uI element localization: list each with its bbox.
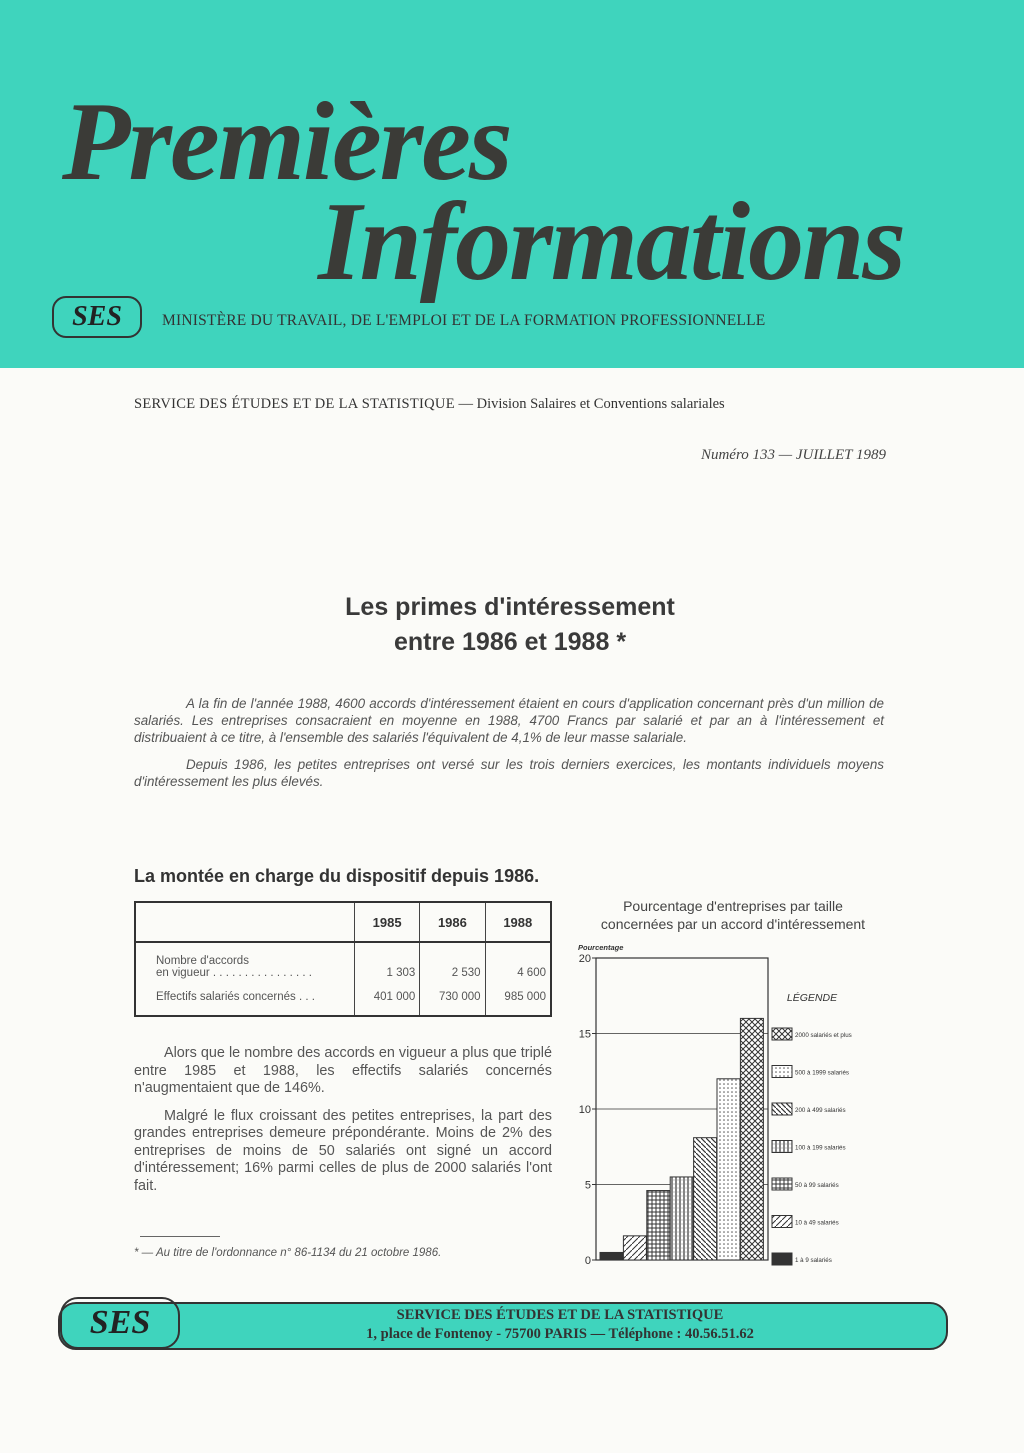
table-cell: 985 000 [485, 981, 551, 1016]
body-paragraph-1: Alors que le nombre des accords en vigueur a plus que triplé entre 1985 et 1988, les effectifs salariés concernés n'augmentaient que de 146%. [134, 1045, 552, 1096]
footer-contact [180, 1306, 940, 1344]
footer-service-name: SERVICE DES ÉTUDES ET DE LA STATISTIQUE [396, 1307, 724, 1323]
legend-label: 500 à 1999 salariés [795, 1069, 850, 1077]
table-header-row [135, 902, 551, 942]
bar [623, 1236, 646, 1260]
table-cell: 401 000 [355, 981, 420, 1016]
table-header: 1985 [355, 902, 420, 942]
footnote: * — Au titre de l'ordonnance n° 86-1134 du 21 octobre 1986. [134, 1247, 442, 1259]
row-label-line2: en vigueur [156, 967, 210, 979]
legend-label: 10 à 49 salariés [795, 1219, 839, 1227]
table-corner [135, 902, 355, 942]
intro-text [134, 695, 884, 800]
legend-swatch [772, 1216, 792, 1228]
table-cell: 730 000 [420, 981, 485, 1016]
bar [647, 1191, 670, 1260]
legend-swatch [772, 1253, 792, 1265]
table-cell: 2 530 [420, 942, 485, 981]
bar [740, 1018, 763, 1260]
ministry-name: MINISTÈRE DU TRAVAIL, DE L'EMPLOI ET DE LA FORMATION PROFESSIONNELLE [162, 312, 766, 329]
table-row [135, 981, 551, 1016]
row-leader: . . . [295, 991, 315, 1003]
y-tick-label: 10 [578, 1104, 591, 1116]
bar [717, 1079, 740, 1260]
bar [694, 1138, 717, 1260]
service-separator: — [458, 396, 473, 412]
publication-title-line2: Informations [318, 180, 904, 304]
stats-table [134, 901, 552, 1017]
service-line [134, 396, 725, 413]
row-label [135, 981, 355, 1016]
service-name: SERVICE DES ÉTUDES ET DE LA STATISTIQUE [134, 396, 455, 412]
table-row [135, 942, 551, 981]
headline-line2: entre 1986 et 1988 * [393, 628, 627, 656]
legend-swatch [772, 1066, 792, 1078]
legend-label: 50 à 99 salariés [795, 1182, 839, 1189]
row-label-line1: Effectifs salariés concernés [156, 991, 296, 1003]
table-header: 1986 [420, 902, 485, 942]
chart-caption [568, 897, 898, 933]
bar [670, 1177, 693, 1260]
bar [600, 1252, 623, 1260]
ses-logo: SES [52, 296, 142, 338]
body-text [134, 1045, 552, 1205]
article-headline [150, 590, 870, 660]
legend-label: 1 à 9 salariés [795, 1257, 832, 1264]
chart-yticks [579, 953, 591, 1267]
y-tick-label: 0 [584, 1255, 591, 1267]
chart-legend [772, 991, 852, 1265]
table-cell: 4 600 [485, 942, 551, 981]
footnote-rule [140, 1236, 220, 1237]
ses-logo-footer: SES [60, 1297, 180, 1349]
headline-line1: Les primes d'intéressement [345, 593, 675, 621]
bar-chart [566, 938, 896, 1270]
table-header: 1988 [485, 902, 551, 942]
issue-number: Numéro 133 — JUILLET 1989 [700, 447, 886, 463]
legend-label: 100 à 199 salariés [795, 1144, 846, 1152]
chart-caption-line2: concernées par un accord d'intéressement [600, 916, 866, 932]
intro-paragraph-1: A la fin de l'année 1988, 4600 accords d'intéressement étaient en cours d'application concernant près d'un million de salariés. Les entreprises consacraient en moyenne en 1988, 4700 Francs par salarié et par an à l'intéressement et distribuaient à ce titre, à l'ensemble des salariés l'équivalent de 4,1% de leur masse salariale. [134, 696, 884, 745]
publication-title-line1: Premières [62, 80, 511, 204]
chart-ylabel: Pourcentage [578, 943, 624, 952]
row-leader: . . . . . . . . . . . . . . . . [209, 967, 312, 979]
y-tick-label: 15 [578, 1028, 591, 1041]
table-cell: 1 303 [355, 942, 420, 981]
intro-paragraph-2: Depuis 1986, les petites entreprises ont versé sur les trois derniers exercices, les montants individuels moyens d'intéressement les plus élevés. [134, 757, 884, 789]
chart-caption-line1: Pourcentage d'entreprises par taille [623, 898, 843, 914]
legend-swatch [772, 1141, 792, 1153]
body-paragraph-2: Malgré le flux croissant des petites entreprises, la part des grandes entreprises demeure prépondérante. Moins de 2% des entreprises de moins de 50 salariés ont signé un accord d'intéressement; 16% parmi celles de plus de 2000 salariés l'ont fait. [134, 1107, 552, 1194]
legend-swatch [772, 1103, 792, 1115]
legend-label: 200 à 499 salariés [795, 1107, 846, 1114]
legend-swatch [772, 1028, 792, 1040]
legend-title: LÉGENDE [786, 992, 838, 1004]
legend-label: 2000 salariés et plus [795, 1032, 852, 1039]
legend-swatch [772, 1178, 792, 1190]
row-label [135, 942, 355, 981]
section-title: La montée en charge du dispositif depuis 1986. [134, 866, 540, 886]
footer-address: 1, place de Fontenoy - 75700 PARIS — Téléphone : 40.56.51.62 [366, 1326, 754, 1342]
y-tick-label: 20 [578, 953, 591, 965]
row-label-line1: Nombre d'accords [156, 955, 249, 967]
division-name: Division Salaires et Conventions salariales [476, 396, 725, 412]
y-tick-label: 5 [584, 1179, 591, 1192]
chart-bars [600, 1018, 763, 1260]
